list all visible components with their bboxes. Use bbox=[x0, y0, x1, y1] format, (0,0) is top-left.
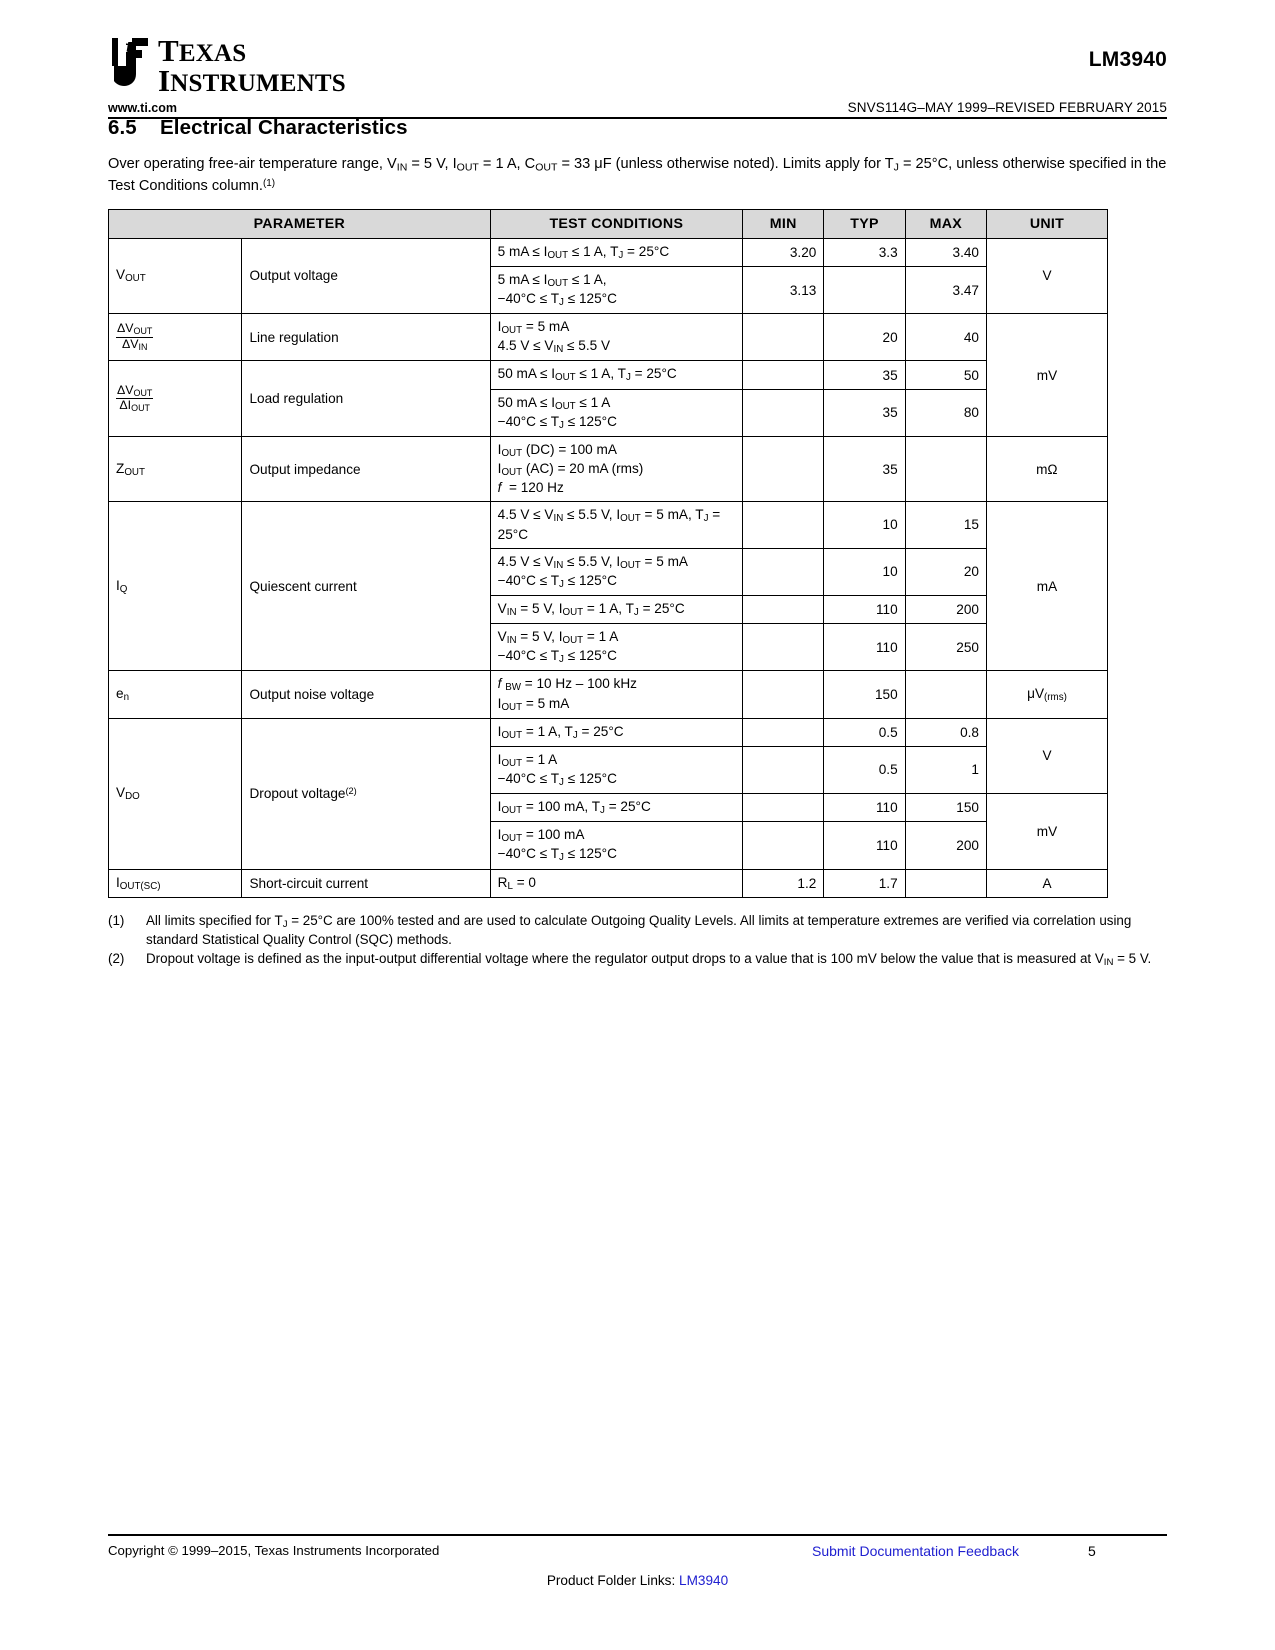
cell-typ: 110 bbox=[824, 822, 905, 869]
cell-typ: 110 bbox=[824, 624, 905, 671]
cell-typ: 110 bbox=[824, 595, 905, 623]
table-row bbox=[109, 361, 1108, 389]
footnote-item bbox=[108, 912, 1167, 949]
section-intro bbox=[108, 154, 1167, 197]
row-condition: $I_{OUT} = 100$ mA, $T_J = 25^\circ C$ bbox=[490, 794, 742, 822]
cell-max: 1 bbox=[905, 746, 986, 793]
row-parameter-dropout-voltage: Dropout voltage$^{(2)}$ bbox=[242, 718, 490, 869]
page-number: 5 bbox=[1088, 1543, 1096, 1559]
section-number: 6.5 bbox=[108, 116, 137, 139]
cell-max bbox=[905, 671, 986, 718]
row-condition: $I_{OUT}$ (DC) = 100 mA $I_{OUT}$ (AC) = 20 mA (rms) f = 120 Hz bbox=[490, 436, 742, 501]
column-header-min: MIN bbox=[743, 209, 824, 238]
row-parameter-load-regulation: Load regulation bbox=[242, 361, 490, 436]
column-header-unit: UNIT bbox=[986, 209, 1107, 238]
cell-typ: 35 bbox=[824, 389, 905, 436]
cell-typ: 1.7 bbox=[824, 869, 905, 897]
page-content bbox=[0, 116, 1275, 969]
cell-min bbox=[743, 624, 824, 671]
footnote-text: Dropout voltage is defined as the input-output differential voltage where the regulator output drops to a value that is 100 mV below the value that is measured at $V_{IN} = 5$ V. bbox=[146, 951, 1152, 969]
cell-min bbox=[743, 314, 824, 361]
product-folder-link[interactable]: LM3940 bbox=[679, 1573, 729, 1588]
row-condition: $I_{OUT} = 5$ mA 4.5 $V \le V_{IN} \le 5.5$ V bbox=[490, 314, 742, 361]
cell-max: 250 bbox=[905, 624, 986, 671]
table-row bbox=[109, 238, 1108, 266]
footnote-marker: (1) bbox=[108, 912, 125, 928]
cell-min bbox=[743, 361, 824, 389]
svg-text:ti: ti bbox=[120, 40, 129, 56]
document-id: SNVS114G–MAY 1999–REVISED FEBRUARY 2015 bbox=[847, 100, 1167, 115]
row-condition: 5 mA ≤ $I_{OUT} \le 1$ A, $-40^\circ C \le T_J \le 125^\circ C$ bbox=[490, 266, 742, 313]
cell-typ bbox=[824, 266, 905, 313]
row-symbol-vout: $V_{OUT}$ bbox=[109, 238, 242, 313]
intro-sub-j: J bbox=[893, 161, 899, 174]
page-title bbox=[108, 116, 1167, 140]
table-row bbox=[109, 314, 1108, 361]
cell-min bbox=[743, 822, 824, 869]
row-condition: f $_{BW}$ = 10 Hz – 100 kHz $I_{OUT} = 5$ mA bbox=[490, 671, 742, 718]
row-condition: 5 mA ≤ $I_{OUT} \le 1$ A, $T_J = 25^\circ C$ bbox=[490, 238, 742, 266]
cell-min bbox=[743, 436, 824, 501]
row-symbol-en: $e_n$ bbox=[109, 671, 242, 718]
row-condition: $V_{IN} = 5$ V, $I_{OUT} = 1$ A, $T_J = 25^\circ C$ bbox=[490, 595, 742, 623]
row-symbol-ioutsc: $I_{OUT(SC)}$ bbox=[109, 869, 242, 897]
cell-typ: 20 bbox=[824, 314, 905, 361]
row-condition: 50 mA ≤ $I_{OUT} \le 1$ A $-40^\circ C \le T_J \le 125^\circ C$ bbox=[490, 389, 742, 436]
ti-logo-line2: INSTRUMENTS bbox=[158, 62, 346, 98]
row-condition: $I_{OUT} = 1$ A $-40^\circ C \le T_J \le 125^\circ C$ bbox=[490, 746, 742, 793]
part-number: LM3940 bbox=[1088, 48, 1167, 71]
cell-min bbox=[743, 502, 824, 548]
cell-typ: 10 bbox=[824, 502, 905, 548]
cell-typ: 3.3 bbox=[824, 238, 905, 266]
intro-part-4: = 33 μF (unless otherwise noted). Limits apply for T bbox=[557, 156, 894, 172]
ti-logo bbox=[108, 33, 346, 98]
cell-unit-amp: A bbox=[986, 869, 1107, 897]
footer-divider bbox=[108, 1534, 1167, 1536]
cell-min: 3.20 bbox=[743, 238, 824, 266]
cell-min: 3.13 bbox=[743, 266, 824, 313]
table-row bbox=[109, 718, 1108, 746]
cell-typ: 0.5 bbox=[824, 746, 905, 793]
cell-min bbox=[743, 746, 824, 793]
cell-unit-volt: V bbox=[986, 238, 1107, 313]
cell-max: 50 bbox=[905, 361, 986, 389]
row-parameter-quiescent-current: Quiescent current bbox=[242, 502, 490, 671]
intro-part-5: = 25°C, unless otherwise specified in the Test Conditions column. bbox=[108, 156, 1167, 194]
intro-footnote-ref[interactable]: (1) bbox=[262, 177, 276, 189]
row-condition: $V_{IN} = 5$ V, $I_{OUT} = 1$ A $-40^\circ C \le T_J \le 125^\circ C$ bbox=[490, 624, 742, 671]
cell-max: 15 bbox=[905, 502, 986, 548]
intro-part-2: = 5 V, I bbox=[407, 156, 457, 172]
cell-max: 40 bbox=[905, 314, 986, 361]
footnote-item bbox=[108, 950, 1167, 969]
page-header bbox=[0, 0, 1275, 115]
cell-max: 150 bbox=[905, 794, 986, 822]
section-title-text: Electrical Characteristics bbox=[160, 116, 408, 139]
intro-sub-out1: OUT bbox=[456, 161, 479, 174]
cell-min bbox=[743, 671, 824, 718]
row-condition: 50 mA ≤ $I_{OUT} \le 1$ A, $T_J = 25^\circ C$ bbox=[490, 361, 742, 389]
intro-part-3: = 1 A, C bbox=[478, 156, 536, 172]
row-parameter-output-impedance: Output impedance bbox=[242, 436, 490, 501]
table-row bbox=[109, 869, 1108, 897]
cell-unit-millivolt: mV bbox=[986, 794, 1107, 869]
footnotes-list bbox=[108, 912, 1167, 970]
product-folder-label: Product Folder Links: bbox=[546, 1573, 680, 1588]
cell-typ: 150 bbox=[824, 671, 905, 718]
cell-typ: 35 bbox=[824, 436, 905, 501]
row-condition: $I_{OUT} = 1$ A, $T_J = 25^\circ C$ bbox=[490, 718, 742, 746]
intro-sub-out2: OUT bbox=[535, 161, 558, 174]
cell-max: 80 bbox=[905, 389, 986, 436]
cell-typ: 10 bbox=[824, 548, 905, 595]
cell-unit-millivolt: mV bbox=[986, 314, 1107, 437]
copyright-notice: Copyright © 1999–2015, Texas Instruments Incorporated bbox=[108, 1543, 440, 1558]
electrical-characteristics-table bbox=[108, 209, 1108, 898]
row-condition: $I_{OUT} = 100$ mA $-40^\circ C \le T_J \le 125^\circ C$ bbox=[490, 822, 742, 869]
cell-max bbox=[905, 436, 986, 501]
cell-unit-volt: V bbox=[986, 718, 1107, 793]
row-symbol-line-regulation: $\frac{\Delta V_{OUT}}{\Delta V_{IN}}$ bbox=[109, 314, 242, 361]
intro-sub-in: IN bbox=[396, 161, 408, 174]
footnote-marker: (2) bbox=[108, 951, 125, 967]
cell-min bbox=[743, 794, 824, 822]
row-condition: 4.5 $V \le V_{IN} \le 5.5$ V, $I_{OUT} = 5$ mA $-40^\circ C \le T_J \le 125^\circ C$ bbox=[490, 548, 742, 595]
cell-unit-microvolt-rms: $\mu V_{(rms)}$ bbox=[986, 671, 1107, 718]
cell-unit-milliamp: mA bbox=[986, 502, 1107, 671]
table-row bbox=[109, 436, 1108, 501]
cell-min bbox=[743, 389, 824, 436]
row-symbol-load-regulation: $\frac{\Delta V_{OUT}}{\Delta I_{OUT}}$ bbox=[109, 361, 242, 436]
cell-max: 0.8 bbox=[905, 718, 986, 746]
column-header-test-conditions: TEST CONDITIONS bbox=[490, 209, 742, 238]
row-symbol-iq: $I_Q$ bbox=[109, 502, 242, 671]
cell-unit-milliohm: mΩ bbox=[986, 436, 1107, 501]
cell-min bbox=[743, 548, 824, 595]
row-condition: $R_L = 0$ bbox=[490, 869, 742, 897]
cell-typ: 110 bbox=[824, 794, 905, 822]
column-header-max: MAX bbox=[905, 209, 986, 238]
cell-min: 1.2 bbox=[743, 869, 824, 897]
table-row bbox=[109, 502, 1108, 548]
row-parameter-output-voltage: Output voltage bbox=[242, 238, 490, 313]
ti-logo-mark-icon bbox=[108, 36, 152, 88]
ti-website-link[interactable]: www.ti.com bbox=[108, 101, 177, 115]
ti-logo-line1: TEXAS bbox=[158, 33, 247, 68]
submit-feedback-link[interactable]: Submit Documentation Feedback bbox=[812, 1543, 1019, 1559]
cell-min bbox=[743, 595, 824, 623]
cell-typ: 0.5 bbox=[824, 718, 905, 746]
table-header-row bbox=[109, 209, 1108, 238]
column-header-parameter: PARAMETER bbox=[109, 209, 491, 238]
dropout-footnote-ref[interactable]: (2) bbox=[345, 786, 357, 797]
row-symbol-zout: $Z_{OUT}$ bbox=[109, 436, 242, 501]
cell-max: 200 bbox=[905, 595, 986, 623]
cell-max: 3.40 bbox=[905, 238, 986, 266]
cell-min bbox=[743, 718, 824, 746]
column-header-typ: TYP bbox=[824, 209, 905, 238]
row-parameter-short-circuit-current: Short-circuit current bbox=[242, 869, 490, 897]
table-row bbox=[109, 671, 1108, 718]
header-divider bbox=[108, 117, 1167, 119]
row-parameter-line-regulation: Line regulation bbox=[242, 314, 490, 361]
cell-max: 200 bbox=[905, 822, 986, 869]
cell-max: 3.47 bbox=[905, 266, 986, 313]
intro-part-1: Over operating free-air temperature range, V bbox=[108, 156, 397, 172]
cell-max: 20 bbox=[905, 548, 986, 595]
product-folder-links bbox=[0, 1573, 1275, 1588]
row-condition: 4.5 $V \le V_{IN} \le 5.5$ V, $I_{OUT} = 5$ mA, $T_J = 25^\circ C$ bbox=[490, 502, 742, 548]
cell-max bbox=[905, 869, 986, 897]
ti-logo-wordmark bbox=[158, 33, 346, 98]
row-symbol-vdo: $V_{DO}$ bbox=[109, 718, 242, 869]
footnote-text: All limits specified for $T_J = 25^\circ C$ are 100% tested and are used to calculate Outgoing Quality Levels. All limits at temperature extremes are verified via correlation using standard Statistical Quality Control (SQC) methods. bbox=[146, 912, 1132, 947]
row-parameter-output-noise-voltage: Output noise voltage bbox=[242, 671, 490, 718]
cell-typ: 35 bbox=[824, 361, 905, 389]
